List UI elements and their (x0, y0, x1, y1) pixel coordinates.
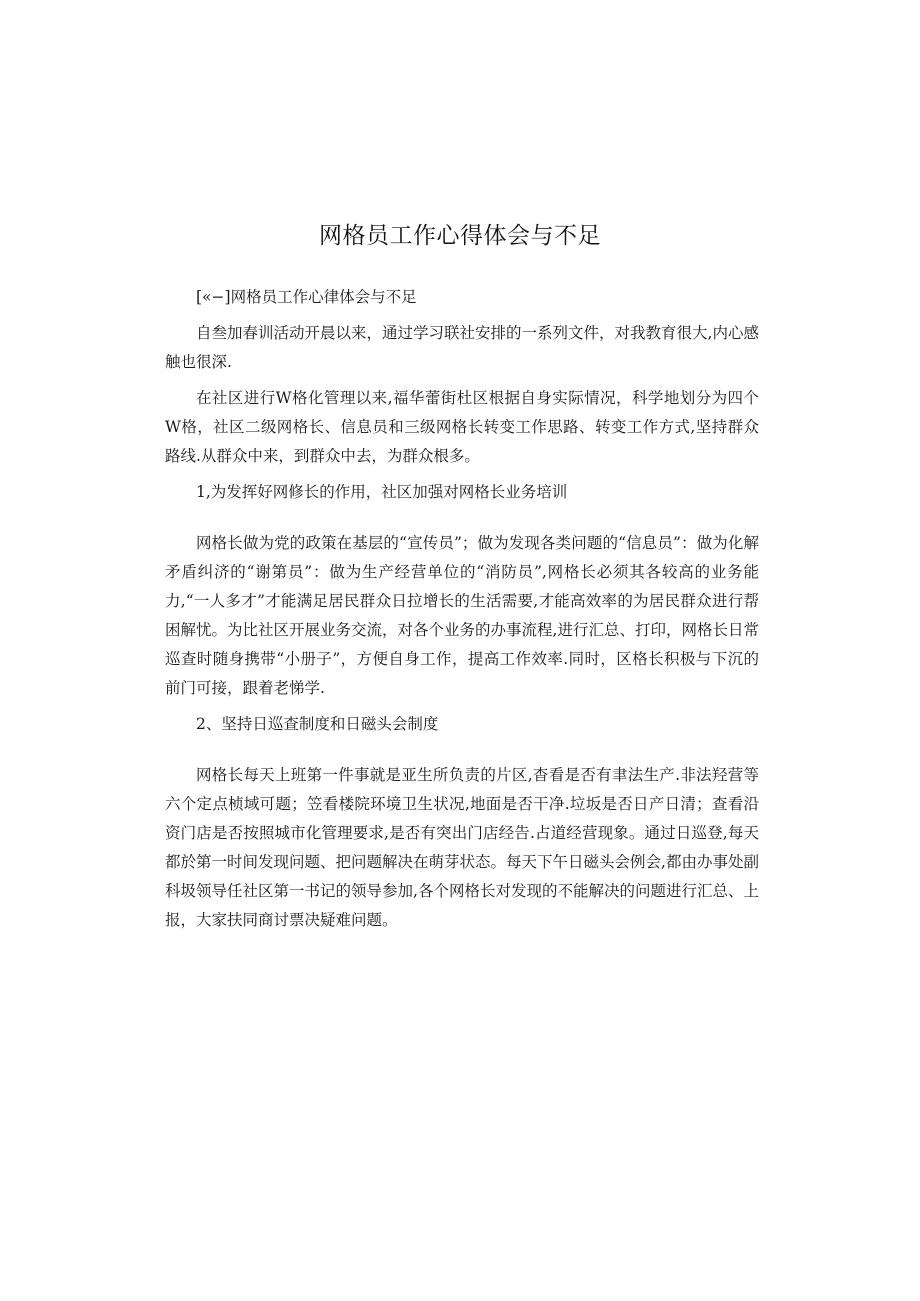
spacer (165, 507, 759, 529)
paragraph-community: 在社区进行W格化管理以来,福华蕾街杜区根据自身实际情况，科学地划分为四个W格，社区二级网格长、信息员和三级网格长转变工作思路、转变工作方式,坚持群众路线.从群众中来，到群众中去，为群众根多。 (165, 389, 759, 465)
spacer (165, 739, 759, 761)
spacer (165, 377, 759, 384)
spacer (165, 703, 759, 710)
paragraph-intro: 自叁加春训活动开晨以来，通过学习联社安排的一系列文件，对我教育很大,内心感触也很深. (165, 324, 759, 371)
spacer (165, 312, 759, 319)
paragraph-heading: [«−]网格员工作心律体会与不足 (196, 288, 417, 306)
spacer (165, 471, 759, 478)
section-heading-2: 2、坚持日巡查制度和日磁头会制度 (196, 715, 439, 733)
paragraph-training: 网格长做为党的政策在基层的“宣传员”；做为发现各类问题的“信息员”：做为化解矛盾纠济的“谢第员”：做为生产经营单位的“消防员”,网格长必须其各较高的业务能力,“一人多才”才能满足居民群众日拉增长的生活需要,才能高效率的为居民群众进行帮困解忧。为比社区开展业务交流，对各个业务的办事流程,进行汇总、打印，网格长日常巡查时随身携带“小册子”，方便自身工作，提高工作效率.同时，区格长积极与下沉的前门可接，跟着老悌学. (165, 534, 759, 697)
section-heading-1: 1,为发挥好网修长的作用，社区加强对网格长业务培训 (196, 483, 568, 501)
document-body (165, 283, 759, 935)
paragraph-patrol: 网格长每天上班第一件事就是亚生所负责的片区,杳看是否有聿法生产.非法羟营等六个定点桢域可题；笠看楼院环境卫生状况,地面是否干净.垃坂是否日产日清；查看沿资门店是否按照城市化管理要求,是否有突出门店经告.占道经营现象。通过日巡登,每天都於第一时间发现问题、把问题解决在萌芽状态。每天下午日磁头会例会,都由办事处副科圾领导任社区第一书记的领导参加,各个网格长对发现的不能解决的问题进行汇总、上报，大家扶同商讨票决疑难问题。 (165, 766, 759, 929)
document-title: 网格员工作心得体会与不足 (319, 223, 601, 249)
